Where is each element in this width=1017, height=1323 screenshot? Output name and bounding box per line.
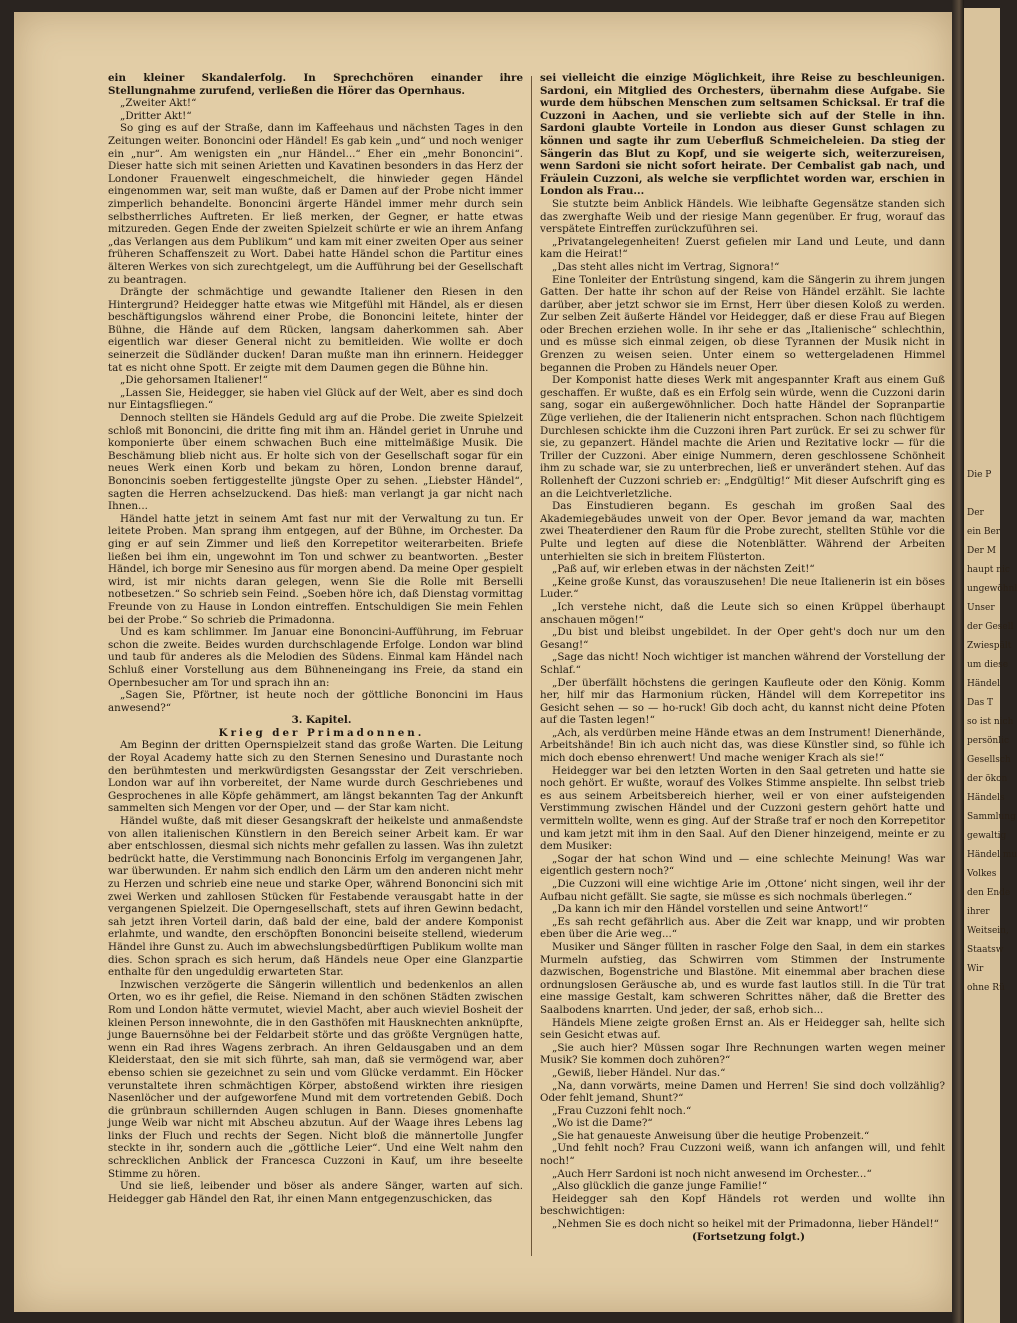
adjacent-page-fragment: Händel mu — [967, 850, 1017, 860]
adjacent-page-fragment: Der M — [967, 546, 996, 556]
article-paragraph: Und es kam schlimmer. Im Januar eine Bononcini-Aufführung, im Februar schon die zweite. Beides wurden durchschlagende Erfolge. London war blind und taub für anderes als die Melodien des Südens. Einmal kam Händel nach Schluß einer Vorstellung aus dem Bühneneingang ins Freie, da stand ein Opernbesucher am Tor und sprach ihn an: — [108, 626, 523, 689]
article-paragraph: „Gewiß, lieber Händel. Nur das.“ — [552, 1066, 726, 1079]
article-paragraph: Händel wußte, daß mit dieser Gesangskraft der heikelste und anmaßendste von allen italienischen Künstlern in den Bereich seiner Arbeit kam. Er war aber entschlossen, diesmal sich nichts mehr gefallen zu lassen. Was ihn zuletzt bedrückt hatte, die Verstimmung nach Bononcinis Erfolg im vergangenen Jahr, war überwunden. Er nahm sich endlich den Lärm um den anderen nicht mehr zu Herzen und schrieb eine neue und starke Oper, während Bononcini sich mit zwei Werken und zahllosen Stücken für Festabende verausgabt hatte in der vergangenen Spielzeit. Die Operngesellschaft, stets auf ihren Gewinn bedacht, sah jetzt ihren Vorteil darin, daß bald der eine, bald der andere Komponist erlahmte, und wandte, den erschöpften Bononcini beiseite stellend, wiederum Händel ihre Gunst zu. Auch im abwechslungsbedürftigen Publikum wollte man dies. Schon sprach es sich herum, daß Händels neue Oper eine Glanzpartie enthalte für den ungeduldig erwarteten Star. — [108, 815, 523, 979]
adjacent-page-fragment: der ökon — [967, 774, 1008, 784]
adjacent-page-fragment: persönlic — [967, 736, 1010, 746]
article-paragraph: „Lassen Sie, Heidegger, sie haben viel Glück auf der Welt, aber es sind doch nur Eintagsfliegen.“ — [108, 386, 523, 412]
article-paragraph: „Sie auch hier? Müssen sogar Ihre Rechnungen warten wegen meiner Musik? Sie kommen doch zuhören?“ — [540, 1041, 945, 1067]
article-paragraph: „Privatangelegenheiten! Zuerst gefielen mir Land und Leute, und dann kam die Heirat!“ — [540, 235, 945, 261]
adjacent-page-fragment: ihrer — [967, 907, 990, 917]
adjacent-page-fragment: ohne Rü — [967, 983, 1005, 993]
article-paragraph: Eine Tonleiter der Entrüstung singend, kam die Sängerin zu ihrem jungen Gatten. Der hatte ihr schon auf der Reise von Händel erzählt. Sie lachte darüber, aber jetzt schwor sie im Ernst, Herr über diesen Koloß zu werden. Zur selben Zeit äußerte Händel vor Heidegger, daß er diese Frau auf Biegen oder Brechen erziehen wolle. In ihr sehe er das „Italienische“ schlechthin, und es müsse sich einmal zeigen, ob diese Tyrannen der Musik nicht in Grenzen zu weisen seien. Unter einem so wettergeladenen Himmel begannen die Proben zu Händels neuer Oper. — [540, 273, 945, 374]
article-paragraph: Und sie ließ, leibender und böser als andere Sänger, warten auf sich. Heidegger gab Händel den Rat, ihr einen Mann entgegenzuschicken, das — [108, 1180, 523, 1205]
adjacent-page-fragment: Sammlung — [967, 812, 1016, 822]
adjacent-page-fragment: der Gesell — [967, 622, 1014, 632]
adjacent-page-fragment: Staatsw — [967, 945, 1004, 955]
article-paragraph: Am Beginn der dritten Opernspielzeit stand das große Warten. Die Leitung der Royal Academy hatte sich zu den Sternen Senesino und Durastante noch den berühmtesten und merkwürdigsten Gesangsstar der Zeit verschrieben. London war auf ihn vorbereitet, der Name wurde durch Geschriebenes und Gesprochenes in alle Köpfe gehämmert, am längst bekannten Tag der Ankunft sammelten sich Mengen vor der Oper, und — der Star kam nicht. — [108, 739, 523, 815]
article-paragraph: „Keine große Kunst, das vorauszusehen! Die neue Italienerin ist ein böses Luder.“ — [540, 575, 945, 601]
article-paragraph: Das Einstudieren begann. Es geschah im großen Saal des Akademiegebäudes unweit von der Oper. Bevor jemand da war, machten zwei Theaterdiener den Raum für die Probe zurecht, stellten Stühle vor die Pulte und legten auf diese die Notenblätter. Während der Arbeiten unterhielten sie sich in breitem Flüsterton. — [540, 500, 945, 563]
article-paragraph: „Ich verstehe nicht, daß die Leute sich so einen Krüppel überhaupt anschauen mögen!“ — [540, 600, 945, 626]
article-paragraph: „Paß auf, wir erleben etwas in der nächsten Zeit!“ — [552, 563, 815, 576]
binding-gutter — [952, 0, 964, 1323]
adjacent-page-fragment: Das T — [967, 698, 994, 708]
article-paragraph: Musiker und Sänger füllten in rascher Folge den Saal, in dem ein starkes Murmeln aufstieg, das Schwirren vom Stimmen der Instrumente dazwischen, Bogenstriche und Blastöne. Mit einemmal aber brachen diese ordnungslosen Geräusche ab, und es wurde fast lautlos still. In die Tür trat eine massige Gestalt, kam schweren Schrittes näher, daß die Bretter des Saalbodens knarrten. Und jeder, der saß, erhob sich... — [540, 940, 945, 1016]
article-paragraph: „Das steht alles nicht im Vertrag, Signora!“ — [552, 260, 780, 273]
article-paragraph: Sie stutzte beim Anblick Händels. Wie leibhafte Gegensätze standen sich das zwerghafte Weib und der riesige Mann gegenüber. Er frug, worauf das verspätete Eintreffen zurückzuführen sei. — [540, 197, 945, 236]
article-paragraph: Händels Miene zeigte großen Ernst an. Als er Heidegger sah, hellte sich sein Gesicht etwas auf. — [540, 1016, 945, 1042]
article-paragraph: „Zweiter Akt!“ — [120, 97, 197, 110]
adjacent-page-text-fragments — [964, 466, 1017, 998]
article-left-column — [108, 72, 523, 1205]
article-paragraph: „Du bist und bleibst ungebildet. In der Oper geht's doch nur um den Gesang!“ — [540, 626, 945, 651]
article-paragraph: „Die gehorsamen Italiener!“ — [120, 374, 268, 387]
chapter-number: 3. Kapitel. — [291, 714, 352, 727]
article-paragraph: „Es sah recht gefährlich aus. Aber die Zeit war knapp, und wir probten eben über die Arie weg...“ — [540, 915, 945, 941]
adjacent-page-fragment: Wir — [967, 964, 984, 974]
adjacent-page-fragment: Zwiespält — [967, 641, 1012, 651]
adjacent-page-fragment: haupt nic — [967, 565, 1010, 575]
article-paragraph: „Nehmen Sie es doch nicht so heikel mit der Primadonna, lieber Händel!“ — [552, 1218, 939, 1231]
article-paragraph: Heidegger sah den Kopf Händels rot werden und wollte ihn beschwichtigen: — [540, 1192, 945, 1218]
article-paragraph: „Wo ist die Dame?“ — [552, 1117, 653, 1130]
article-paragraph: Inzwischen verzögerte die Sängerin willentlich und bedenkenlos an allen Orten, wo es ihr gefiel, die Reise. Niemand in den schönen Städten zwischen Rom und London hätte vermutet, wieviel Macht, aber auch wieviel Bosheit der kleinen Person innewohnte, die in den Gasthöfen mit Hausknechten anknüpfte, junge Bauernsöhne bei der Feldarbeit störte und das größte Vergnügen hatte, wenn ein Rad ihres Wagens zerbrach. An ihren Geldausgaben und an dem Kleiderstaat, den sie mit sich führte, sah man, daß sie vermögend war, aber ebenso schien sie gezeichnet zu sein und vom Glücke verdammt. Ein Höcker verunstaltete ihren schmächtigen Körper, abstoßend wirkten ihre riesigen Nasenlöcher und der aufgeworfene Mund mit dem vortretenden Gebiß. Doch die grünbraun schillernden Augen schlugen in Bann. Dieses gnomenhafte junge Weib war nicht mit Abscheu abzutun. Auf der Waage ihres Lebens lag links der Fluch und rechts der Segen. Nicht bloß die männertolle Jungfer steckte in ihr, sondern auch die „göttliche Leier“. Und eine Welt nahm den schrecklichen Anblick der Francesca Cuzzoni in Kauf, um ihre beseelte Stimme zu hören. — [108, 978, 523, 1180]
article-paragraph: „Der überfällt höchstens die geringen Kaufleute oder den König. Komm her, hilf mir das Harmonium rücken, Händel will dem Korrepetitor ins Gesicht sehen — so — ho-ruck! Gib doch acht, du kannst nicht deine Pfoten auf die Tasten legen!“ — [540, 676, 945, 727]
article-paragraph: „Sage das nicht! Noch wichtiger ist manchen während der Vorstellung der Schlaf.“ — [540, 651, 945, 676]
adjacent-page-fragment: Weitsein, — [967, 926, 1009, 936]
article-paragraph: Drängte der schmächtige und gewandte Italiener den Riesen in den Hintergrund? Heidegger hatte etwas wie Mitgefühl mit Händel, als er diesen beschäftigungslos während einer Probe, die Bononcini leitete, hinter der Bühne, die Hände auf dem Rücken, langsam daherkommen sah. Aber eigentlich war dieser General nicht zu bemitleiden. Wie wollte er doch seinerzeit die Südländer ducken! Daran mußte man ihn erinnern. Heidegger tat es nicht ohne Spott. Er zeigte mit dem Daumen gegen die Bühne hin. — [108, 286, 523, 374]
article-paragraph: „Dritter Akt!“ — [120, 109, 192, 122]
article-paragraph: Der Komponist hatte dieses Werk mit angespannter Kraft aus einem Guß geschaffen. Er wußte, daß es ein Erfolg sein würde, wenn die Cuzzoni darin sang, sogar ein außergewöhnlicher. Doch hatte Händel der Sopranpartie Züge verliehen, die der Italienerin nicht entsprachen. Schon nach flüchtigem Durchlesen schickte ihm die Cuzzoni ihren Part zurück. Er sei zu schwer für sie, zu gepanzert. Händel machte die Arien und Rezitative lockr — für die Triller der Cuzzoni. Aber einige Nummern, deren geschlossene Schönheit ihm zu schade war, sie zu unterbrechen, ließ er unverändert stehen. Auf das Rollenheft der Cuzzoni schrieb er: „Endgültig!“ Mit dieser Aufschrift ging es an die Leichtverletzliche. — [540, 374, 945, 500]
adjacent-page-fragment: um diese — [967, 660, 1009, 670]
article-paragraph: „Die Cuzzoni will eine wichtige Arie im ‚Ottone‘ nicht singen, weil ihr der Aufbau nicht gefällt. Sie sagte, sie müsse es sich nochmals überlegen.“ — [540, 878, 945, 903]
chapter-title: Krieg der Primadonnen. — [218, 726, 425, 739]
article-paragraph: „Da kann ich mir den Händel vorstellen und seine Antwort!“ — [552, 903, 869, 916]
article-paragraph: „Ach, als verdürben meine Hände etwas an dem Instrument! Dienerhände, Arbeitshände! Bin ich auch nicht das, was diese Künstler sind, so fühle ich mich doch ebenso ehrenwert! Und mache weniger Krach als sie!“ — [540, 726, 945, 765]
article-paragraph: „Frau Cuzzoni fehlt noch.“ — [552, 1104, 692, 1117]
adjacent-page-fragment: Gesellsch — [967, 755, 1011, 765]
to-be-continued-note: (Fortsetzung folgt.) — [692, 1230, 805, 1243]
adjacent-page-fragment: gewaltig — [967, 831, 1007, 841]
article-paragraph: Händel hatte jetzt in seinem Amt fast nur mit der Verwaltung zu tun. Er leitete Proben. Man sprang ihm entgegen, auf der Bühne, im Orchester. Da ging er auf sein Zimmer und ließ den Korrepetitor weiterarbeiten. Briefe ließen bei ihm ein, ungewohnt im Ton und schwer zu beantworten. „Bester Händel, ich borge mir Senesino aus für morgen abend. Da meine Oper gespielt wird, ist mir nichts daran gelegen, wenn Sie die Rolle mit Berselli notbesetzen.“ So schrieb sein Feind. „Soeben höre ich, daß Dienstag vormittag Freunde von zu Hause in London eintreffen. Entschuldigen Sie mein Fehlen bei der Probe.“ So schrieb die Primadonna. — [108, 512, 523, 626]
adjacent-page-fragment: Unser — [967, 603, 995, 613]
article-paragraph: „Na, dann vorwärts, meine Damen und Herren! Sie sind doch vollzählig? Oder fehlt jemand, Shunt?“ — [540, 1079, 945, 1105]
adjacent-page-fragment: Die P — [967, 470, 992, 480]
article-right-column — [540, 72, 945, 1243]
adjacent-page-fragment: Volkes — [967, 869, 997, 879]
adjacent-page-fragment: ungewöhnl — [967, 584, 1017, 594]
adjacent-page-fragment: Der — [967, 508, 984, 518]
article-paragraph: sei vielleicht die einzige Möglichkeit, ihre Reise zu beschleunigen. Sardoni, ein Mitglied des Orchesters, übernahm diese Aufgabe. Sie wurde dem hübschen Menschen zum seltsamen Schicksal. Er traf die Cuzzoni in Aachen, und sie verliebte sich auf der Stelle in ihn. Sardoni glaubte Vorteile in London aus dieser Gunst schlagen zu können und sagte ihr zum Ueberfluß Schmeicheleien. Da stieg der Sängerin das Blut zu Kopf, und sie weigerte sich, weiterzureisen, wenn Sardoni sie nicht sofort heirate. Der Cembalist gab nach, und Fräulein Cuzzoni, als welche sie verpflichtet worden war, erschien in London als Frau... — [540, 72, 945, 198]
adjacent-page-fragment: den Ende — [967, 888, 1011, 898]
adjacent-page-fragment — [967, 485, 1000, 504]
article-paragraph: Dennoch stellten sie Händels Geduld arg auf die Probe. Die zweite Spielzeit schloß mit Bononcini, die dritte fing mit ihm an. Händel geriet in Unruhe und komponierte über einem schwachen Buch eine mittelmäßige Musik. Die Beschämung blieb nicht aus. Er holte sich von der Gesellschaft sogar für ein neues Werk einen Korb und bekam zu hören, London brenne darauf, Bononcinis soeben fertiggestellte jüngste Oper zu sehen. „Liebster Händel“, sagten die Herren achselzuckend. Das hieß: man verlangt ja gar nicht nach Ihnen... — [108, 412, 523, 513]
column-divider — [531, 76, 532, 1256]
adjacent-page-edge — [964, 8, 1017, 1323]
adjacent-page-fragment: ein Ber — [967, 527, 1001, 537]
adjacent-page-fragment: Händel — [967, 679, 1000, 689]
article-paragraph: „Sie hat genaueste Anweisung über die heutige Probenzeit.“ — [552, 1129, 870, 1142]
adjacent-page-fragment: so ist nich — [967, 717, 1014, 727]
article-paragraph: Heidegger war bei den letzten Worten in den Saal getreten und hatte sie noch gehört. Er wußte, worauf des Volkes Stimme anspielte. Ihn selbst trieb es aus seinem Arbeitsbereich hierher, weil er von einer aufsteigenden Verstimmung zwischen Händel und der Cuzzoni gestern gehört hatte und vermitteln wollte, wenn es ging. Auf der Straße traf er noch den Korrepetitor und kam jetzt mit ihm in den Saal. Auf den Diener hinzeigend, meinte er zu dem Musiker: — [540, 764, 945, 853]
adjacent-page-fragment: Händels — [967, 793, 1005, 803]
article-paragraph: „Auch Herr Sardoni ist noch nicht anwesend im Orchester...“ — [552, 1167, 872, 1180]
article-paragraph: „Sogar der hat schon Wind und — eine schlechte Meinung! Was war eigentlich gestern noch?“ — [540, 852, 945, 878]
article-paragraph: „Sagen Sie, Pförtner, ist heute noch der göttliche Bononcini im Haus anwesend?“ — [108, 689, 523, 714]
article-paragraph: ein kleiner Skandalerfolg. In Sprechchören einander ihre Stellungnahme zurufend, verließen die Hörer das Opernhaus. — [108, 72, 523, 97]
article-paragraph: „Also glücklich die ganze junge Familie!“ — [552, 1180, 768, 1193]
article-paragraph: „Und fehlt noch? Frau Cuzzoni weiß, wann ich anfangen will, und fehlt noch!“ — [540, 1142, 945, 1168]
article-paragraph: So ging es auf der Straße, dann im Kaffeehaus und nächsten Tages in den Zeitungen weiter. Bononcini oder Händel! Es gab kein „und“ und noch weniger ein „nur“. Am wenigsten ein „nur Händel...“ Eher ein „mehr Bononcini“. Dieser hatte sich mit seinen Arietten und Kavatinen besonders in das Herz der Londoner Frauenwelt eingeschmeichelt, die hinwieder gegen Händel eingenommen war, seit man wußte, daß er Damen auf der Probe nicht immer zimperlich behandelte. Bononcini ärgerte Händel immer mehr durch sein selbstherrliches Auftreten. Er ließ merken, der Gegner, er hatte etwas mitzureden. Gegen Ende der zweiten Spielzeit schürte er wie an ihrem Anfang „das Verlangen aus dem Publikum“ und kam mit einer zweiten Oper aus seiner früheren Schaffenszeit zu Wort. Dabei hatte Händel schon die Partitur eines älteren Werkes von sich zurechtgelegt, um die Aufführung bei der Gesellschaft zu beantragen. — [108, 122, 524, 286]
